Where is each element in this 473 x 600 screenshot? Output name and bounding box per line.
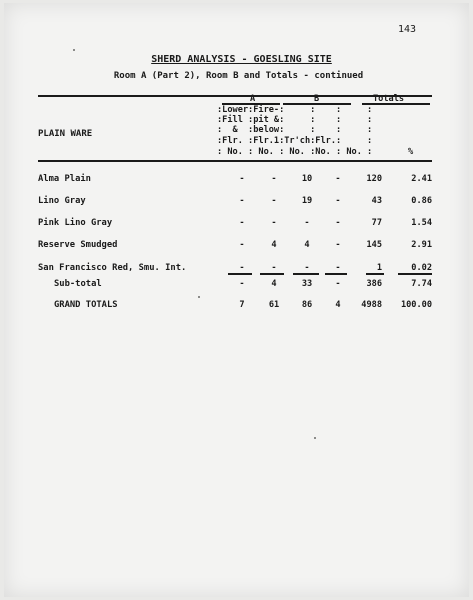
cell-pink-lino-gray-total-pct: 1.54 xyxy=(411,218,432,228)
cell-reserve-smudged-total-no: 145 xyxy=(366,240,382,250)
cell-pink-lino-gray-b-trench: - xyxy=(304,218,310,228)
cell-alma-plain-total-no: 120 xyxy=(366,174,382,184)
cell-subtotal-total-no: 386 xyxy=(366,279,382,289)
header-line-3: : & :below: : : : xyxy=(217,125,373,135)
underline-b-floor xyxy=(325,273,347,275)
row-label-lino-gray: Lino Gray xyxy=(38,196,86,206)
page-subtitle: Room A (Part 2), Room B and Totals - continued xyxy=(113,71,364,81)
cell-pink-lino-gray-a-lower-fill: - xyxy=(239,218,245,228)
group-a-heading: A xyxy=(250,94,256,104)
cell-alma-plain-b-trench: 10 xyxy=(301,174,313,184)
cell-grand-totals-a-firepit: 61 xyxy=(268,300,280,310)
title-text: SHERD ANALYSIS - GOESLING SITE xyxy=(151,54,332,65)
cell-subtotal-b-trench: 33 xyxy=(301,279,313,289)
page-title xyxy=(0,54,473,65)
cell-lino-gray-b-trench: 19 xyxy=(301,196,313,206)
header-line-4: :Flr. :Flr.1:Tr'ch:Flr.: : xyxy=(217,136,373,146)
cell-reserve-smudged-a-lower-fill: - xyxy=(239,240,245,250)
cell-alma-plain-a-lower-fill: - xyxy=(239,174,245,184)
cell-grand-totals-total-pct: 100.00 xyxy=(400,300,432,310)
cell-subtotal-total-pct: 7.74 xyxy=(411,279,432,289)
header-line-2: :Fill :pit &: : : : xyxy=(217,115,373,125)
cell-grand-totals-b-trench: 86 xyxy=(301,300,313,310)
cell-grand-totals-b-floor: 4 xyxy=(335,300,341,310)
header-line-5: : No. : No. : No. :No. : No. : xyxy=(217,147,373,157)
row-label-san-francisco-red: San Francisco Red, Smu. Int. xyxy=(38,263,187,273)
cell-reserve-smudged-b-floor: - xyxy=(335,240,341,250)
cell-san-francisco-red-a-firepit: - xyxy=(271,263,277,273)
scan-speck xyxy=(198,296,200,298)
underline-b-trench xyxy=(293,273,319,275)
cell-alma-plain-total-pct: 2.41 xyxy=(411,174,432,184)
cell-lino-gray-a-lower-fill: - xyxy=(239,196,245,206)
cell-alma-plain-a-firepit: - xyxy=(271,174,277,184)
cell-pink-lino-gray-a-firepit: - xyxy=(271,218,277,228)
plain-ware-heading: PLAIN WARE xyxy=(38,129,93,139)
cell-pink-lino-gray-total-no: 77 xyxy=(371,218,382,228)
underline-total-no xyxy=(366,273,384,275)
scan-speck xyxy=(73,49,75,51)
cell-san-francisco-red-b-floor: - xyxy=(335,263,341,273)
scan-speck xyxy=(314,437,316,439)
group-totals-heading: Totals xyxy=(373,94,405,104)
row-label-subtotal: Sub-total xyxy=(54,279,102,289)
row-label-alma-plain: Alma Plain xyxy=(38,174,91,184)
cell-grand-totals-total-no: 4988 xyxy=(361,300,382,310)
cell-reserve-smudged-total-pct: 2.91 xyxy=(411,240,432,250)
header-line-1: :Lower:Fire-: : : : xyxy=(217,105,373,115)
underline-total-pct xyxy=(398,273,432,275)
cell-lino-gray-total-no: 43 xyxy=(371,196,382,206)
row-label-pink-lino-gray: Pink Lino Gray xyxy=(38,218,113,228)
cell-grand-totals-a-lower-fill: 7 xyxy=(239,300,245,310)
underline-a-lower-fill xyxy=(228,273,252,275)
header-bottom-rule xyxy=(38,160,432,162)
row-label-grand-totals: GRAND TOTALS xyxy=(54,300,118,310)
group-b-heading: B xyxy=(314,94,320,104)
cell-subtotal-b-floor: - xyxy=(335,279,341,289)
cell-alma-plain-b-floor: - xyxy=(335,174,341,184)
cell-subtotal-a-lower-fill: - xyxy=(239,279,245,289)
cell-reserve-smudged-a-firepit: 4 xyxy=(271,240,277,250)
cell-lino-gray-b-floor: - xyxy=(335,196,341,206)
cell-lino-gray-total-pct: 0.86 xyxy=(411,196,432,206)
row-label-reserve-smudged: Reserve Smudged xyxy=(38,240,118,250)
cell-san-francisco-red-total-no: 1 xyxy=(376,263,382,273)
cell-reserve-smudged-b-trench: 4 xyxy=(304,240,310,250)
cell-pink-lino-gray-b-floor: - xyxy=(335,218,341,228)
cell-subtotal-a-firepit: 4 xyxy=(271,279,277,289)
cell-san-francisco-red-b-trench: - xyxy=(304,263,310,273)
page-number: 143 xyxy=(398,24,417,35)
percent-heading: % xyxy=(408,147,414,157)
underline-a-firepit xyxy=(260,273,284,275)
cell-lino-gray-a-firepit: - xyxy=(271,196,277,206)
cell-san-francisco-red-a-lower-fill: - xyxy=(239,263,245,273)
cell-san-francisco-red-total-pct: 0.02 xyxy=(411,263,432,273)
